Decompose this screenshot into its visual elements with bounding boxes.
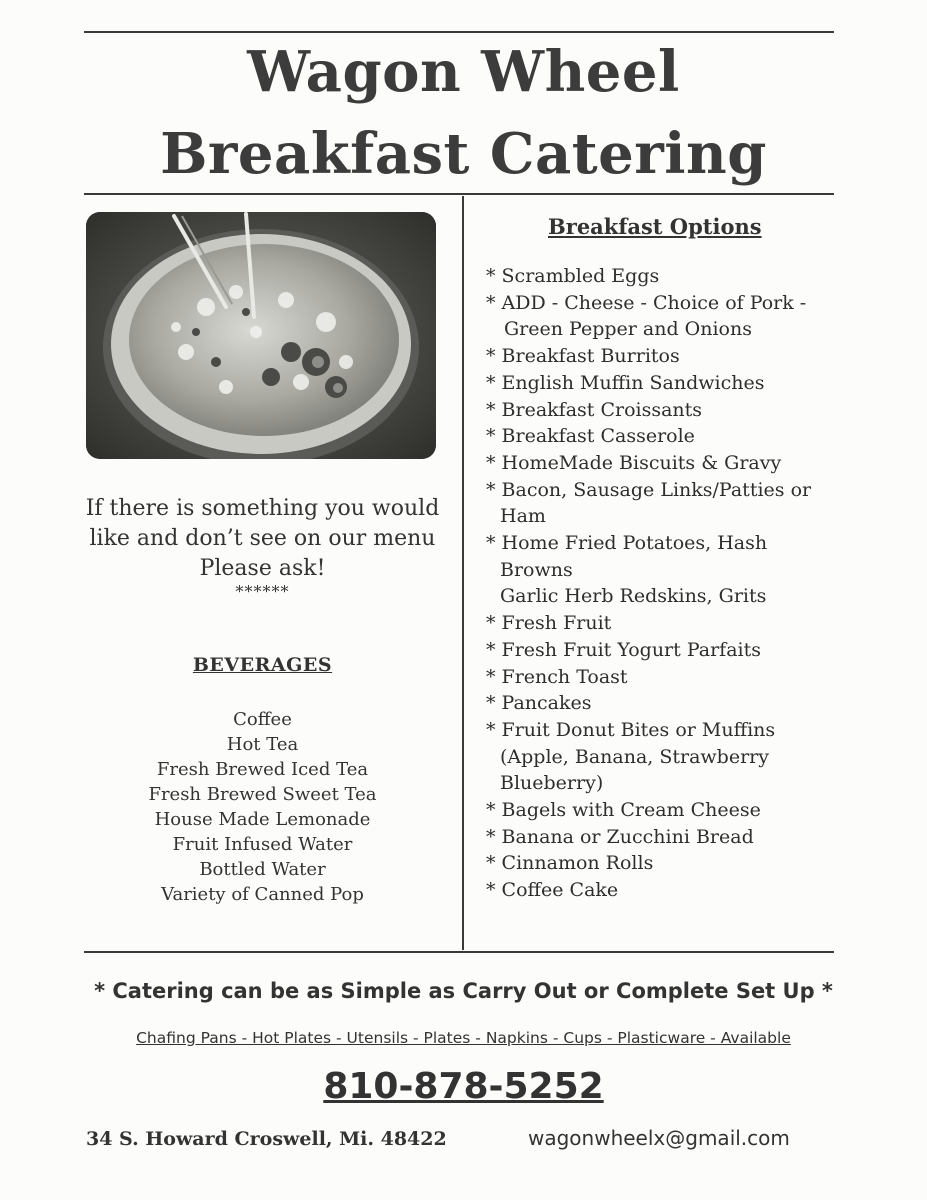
option-line: * Bacon, Sausage Links/Patties or (486, 478, 812, 501)
option-line: * HomeMade Biscuits & Gravy (486, 451, 782, 474)
option-line: * Scrambled Eggs (486, 265, 660, 287)
option-line: Green Pepper and Onions (504, 318, 752, 341)
option-line: Ham (500, 505, 546, 528)
option-line: * Home Fried Potatoes, Hash (486, 532, 768, 555)
address: 34 S. Howard Croswell, Mi. 48422 (86, 1128, 447, 1150)
option-line: Garlic Herb Redskins, Grits (500, 585, 767, 608)
option-line: * Banana or Zucchini Bread (486, 825, 754, 848)
beverage-item: Fruit Infused Water (172, 834, 353, 855)
top-rule (84, 31, 834, 33)
option-line: * Coffee Cake (486, 879, 619, 902)
stars-divider: ****** (235, 582, 290, 601)
beverages-list (80, 707, 445, 907)
option-line: * Bagels with Cream Cheese (486, 799, 761, 822)
beverage-item: Variety of Canned Pop (161, 884, 364, 905)
option-line: * Breakfast Croissants (486, 398, 703, 421)
breakfast-bowl-icon (86, 212, 436, 459)
title-line-1: Wagon Wheel (247, 39, 680, 105)
option-line: * Breakfast Burritos (486, 345, 680, 368)
beverage-item: Hot Tea (226, 734, 299, 755)
breakfast-options-list (486, 263, 858, 904)
header-rule (84, 193, 834, 195)
beverage-item: Bottled Water (199, 859, 326, 880)
option-line: * Cinnamon Rolls (486, 852, 654, 875)
option-line: * Pancakes (486, 692, 592, 715)
option-line: * English Muffin Sandwiches (486, 371, 765, 394)
ask-message: If there is something you would like and don’t see on our menu Please ask! (85, 496, 440, 581)
phone-number[interactable]: 810-878-5252 (323, 1066, 604, 1107)
option-line: * Fresh Fruit (486, 612, 612, 635)
option-line: Browns (500, 558, 573, 581)
option-line: Blueberry) (500, 772, 604, 795)
footer-rule (84, 951, 834, 953)
equipment-line: Chafing Pans - Hot Plates - Utensils - Plates - Napkins - Cups - Plasticware - Available (136, 1029, 791, 1047)
title-line-2: Breakfast Catering (160, 121, 767, 187)
beverage-item: House Made Lemonade (154, 809, 371, 830)
catering-note: * Catering can be as Simple as Carry Out or Complete Set Up * (94, 979, 833, 1003)
option-line: * Fresh Fruit Yogurt Parfaits (486, 638, 761, 661)
beverage-item: Fresh Brewed Iced Tea (156, 759, 369, 780)
option-line: (Apple, Banana, Strawberry (500, 745, 769, 768)
option-line: * ADD - Cheese - Choice of Pork - (486, 291, 807, 314)
option-line: * Fruit Donut Bites or Muffins (486, 718, 776, 741)
breakfast-bowl-photo (86, 212, 436, 459)
option-line: * French Toast (486, 665, 628, 688)
beverage-item: Coffee (233, 709, 292, 730)
column-divider (462, 196, 464, 950)
beverage-item: Fresh Brewed Sweet Tea (148, 784, 377, 805)
option-line: * Breakfast Casserole (486, 425, 695, 448)
beverages-heading: BEVERAGES (192, 654, 333, 676)
breakfast-options-heading: Breakfast Options (548, 214, 762, 239)
email-address[interactable]: wagonwheelx@gmail.com (528, 1126, 790, 1150)
